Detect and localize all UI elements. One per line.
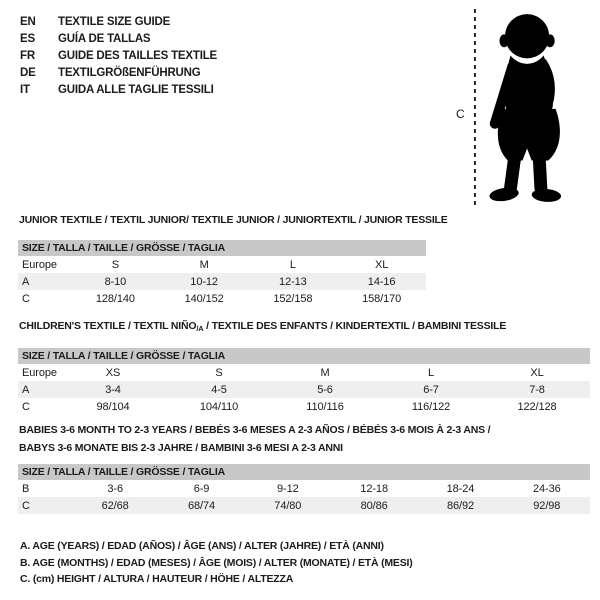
language-code: DE [20,66,36,79]
babies-title-line1: BABIES 3-6 MONTH TO 2-3 YEARS / BEBÉS 3-6 MESES A 2-3 AÑOS / BÉBÉS 3-6 MOIS À 2-3 ANS / [19,424,491,436]
table-row-europe [18,364,590,381]
height-cell: 92/98 [533,499,561,512]
age-cell: 12-13 [279,275,307,288]
children-title-part2: / TEXTILE DES ENFANTS / KINDERTEXTIL / BAMBINI TESSILE [203,320,507,332]
age-cell: 18-24 [446,482,475,495]
height-cell: 86/92 [446,499,474,512]
height-measure-label: C [456,107,465,121]
row-label: Europe [22,366,57,379]
toddler-silhouette [482,8,574,208]
size-cell: L [427,366,435,379]
height-measure-dashed-line [474,9,476,205]
language-row-fr [20,47,217,64]
age-cell: 3-4 [105,383,121,396]
size-cell: S [215,366,223,379]
size-cell: XS [105,366,121,379]
age-cell: 12-18 [360,482,388,495]
children-size-table [18,348,590,415]
language-row-en [20,13,217,30]
junior-size-table [18,240,426,307]
language-row-de [20,64,217,81]
size-cell: XL [530,366,544,379]
language-row-it [20,81,217,98]
table-row-age [18,381,590,398]
language-title: GUIDA ALLE TAGLIE TESSILI [58,83,214,96]
legend-note-a: A. AGE (YEARS) / EDAD (AÑOS) / ÂGE (ANS) / ALTER (JAHRE) / ETÀ (ANNI) [20,540,384,552]
height-cell: 62/68 [101,499,129,512]
babies-title-line2: BABYS 3-6 MONATE BIS 2-3 JAHRE / BAMBINI 3-6 MESI A 2-3 ANNI [19,442,343,454]
age-cell: 14-16 [367,275,396,288]
size-cell: XL [374,258,389,271]
babies-size-table [18,464,590,514]
age-cell: 10-12 [190,275,218,288]
height-cell: 128/140 [95,292,135,305]
age-cell: 9-12 [277,482,299,495]
height-cell: 116/122 [411,400,451,413]
size-cell: S [111,258,119,271]
children-title-subscript: /A [196,324,204,333]
language-row-es [20,30,217,47]
table-row-age [18,273,426,290]
language-title: TEXTILE SIZE GUIDE [58,15,171,28]
table-row-height [18,398,590,415]
language-title: GUIDE DES TAILLES TEXTILE [58,49,217,62]
legend-note-b: B. AGE (MONTHS) / EDAD (MESES) / ÂGE (MOIS) / ALTER (MONATE) / ETÀ (MESI) [20,556,413,569]
junior-section-title: JUNIOR TEXTILE / TEXTIL JUNIOR/ TEXTILE JUNIOR / JUNIORTEXTIL / JUNIOR TESSILE [19,214,448,226]
height-cell: 80/86 [360,499,388,512]
babies-section-title [19,421,490,457]
language-code: EN [20,15,36,28]
height-cell: 104/110 [199,400,239,413]
row-label: A [22,275,30,288]
row-label: Europe [22,258,57,271]
height-cell: 98/104 [96,400,130,413]
height-cell: 68/74 [187,499,215,512]
row-label: B [22,482,30,495]
age-cell: 24-36 [532,482,561,495]
table-row-height [18,497,590,514]
row-label: A [22,383,30,396]
age-cell: 4-5 [211,383,227,396]
language-title: TEXTILGRÖßENFÜHRUNG [58,66,201,79]
language-title: GUÍA DE TALLAS [58,32,151,45]
height-cell: 158/170 [362,292,402,305]
age-cell: 5-6 [317,383,333,396]
size-bar-header: SIZE / TALLA / TAILLE / GRÖSSE / TAGLIA [18,240,426,256]
table-row-height [18,290,426,307]
legend-notes [20,538,413,588]
size-bar-header: SIZE / TALLA / TAILLE / GRÖSSE / TAGLIA [18,348,590,364]
language-code: IT [20,83,30,96]
age-cell: 3-6 [107,482,123,495]
table-row-europe [18,256,426,273]
legend-note-c: C. (cm) HEIGHT / ALTURA / HAUTEUR / HÖHE / ALTEZZA [20,573,294,585]
language-list [20,13,217,98]
age-cell: 6-9 [193,482,210,495]
size-bar-header: SIZE / TALLA / TAILLE / GRÖSSE / TAGLIA [18,464,590,480]
size-cell: M [199,258,209,271]
height-cell: 140/152 [184,292,224,305]
height-cell: 110/116 [306,400,344,413]
age-cell: 7-8 [529,383,545,396]
height-cell: 152/158 [273,292,313,305]
language-code: ES [20,32,35,45]
size-cell: L [289,258,296,271]
size-cell: M [320,366,330,379]
age-cell: 8-10 [104,275,127,288]
children-title-part1: CHILDREN'S TEXTILE / TEXTIL NIÑO [19,320,197,332]
language-code: FR [20,49,35,62]
height-cell: 74/80 [274,499,302,512]
row-label: C [22,292,30,305]
row-label: C [22,400,30,413]
height-cell: 122/128 [517,400,557,413]
children-section-title [19,320,506,333]
row-label: C [22,499,30,512]
table-row-age-months [18,480,590,497]
age-cell: 6-7 [423,383,439,396]
